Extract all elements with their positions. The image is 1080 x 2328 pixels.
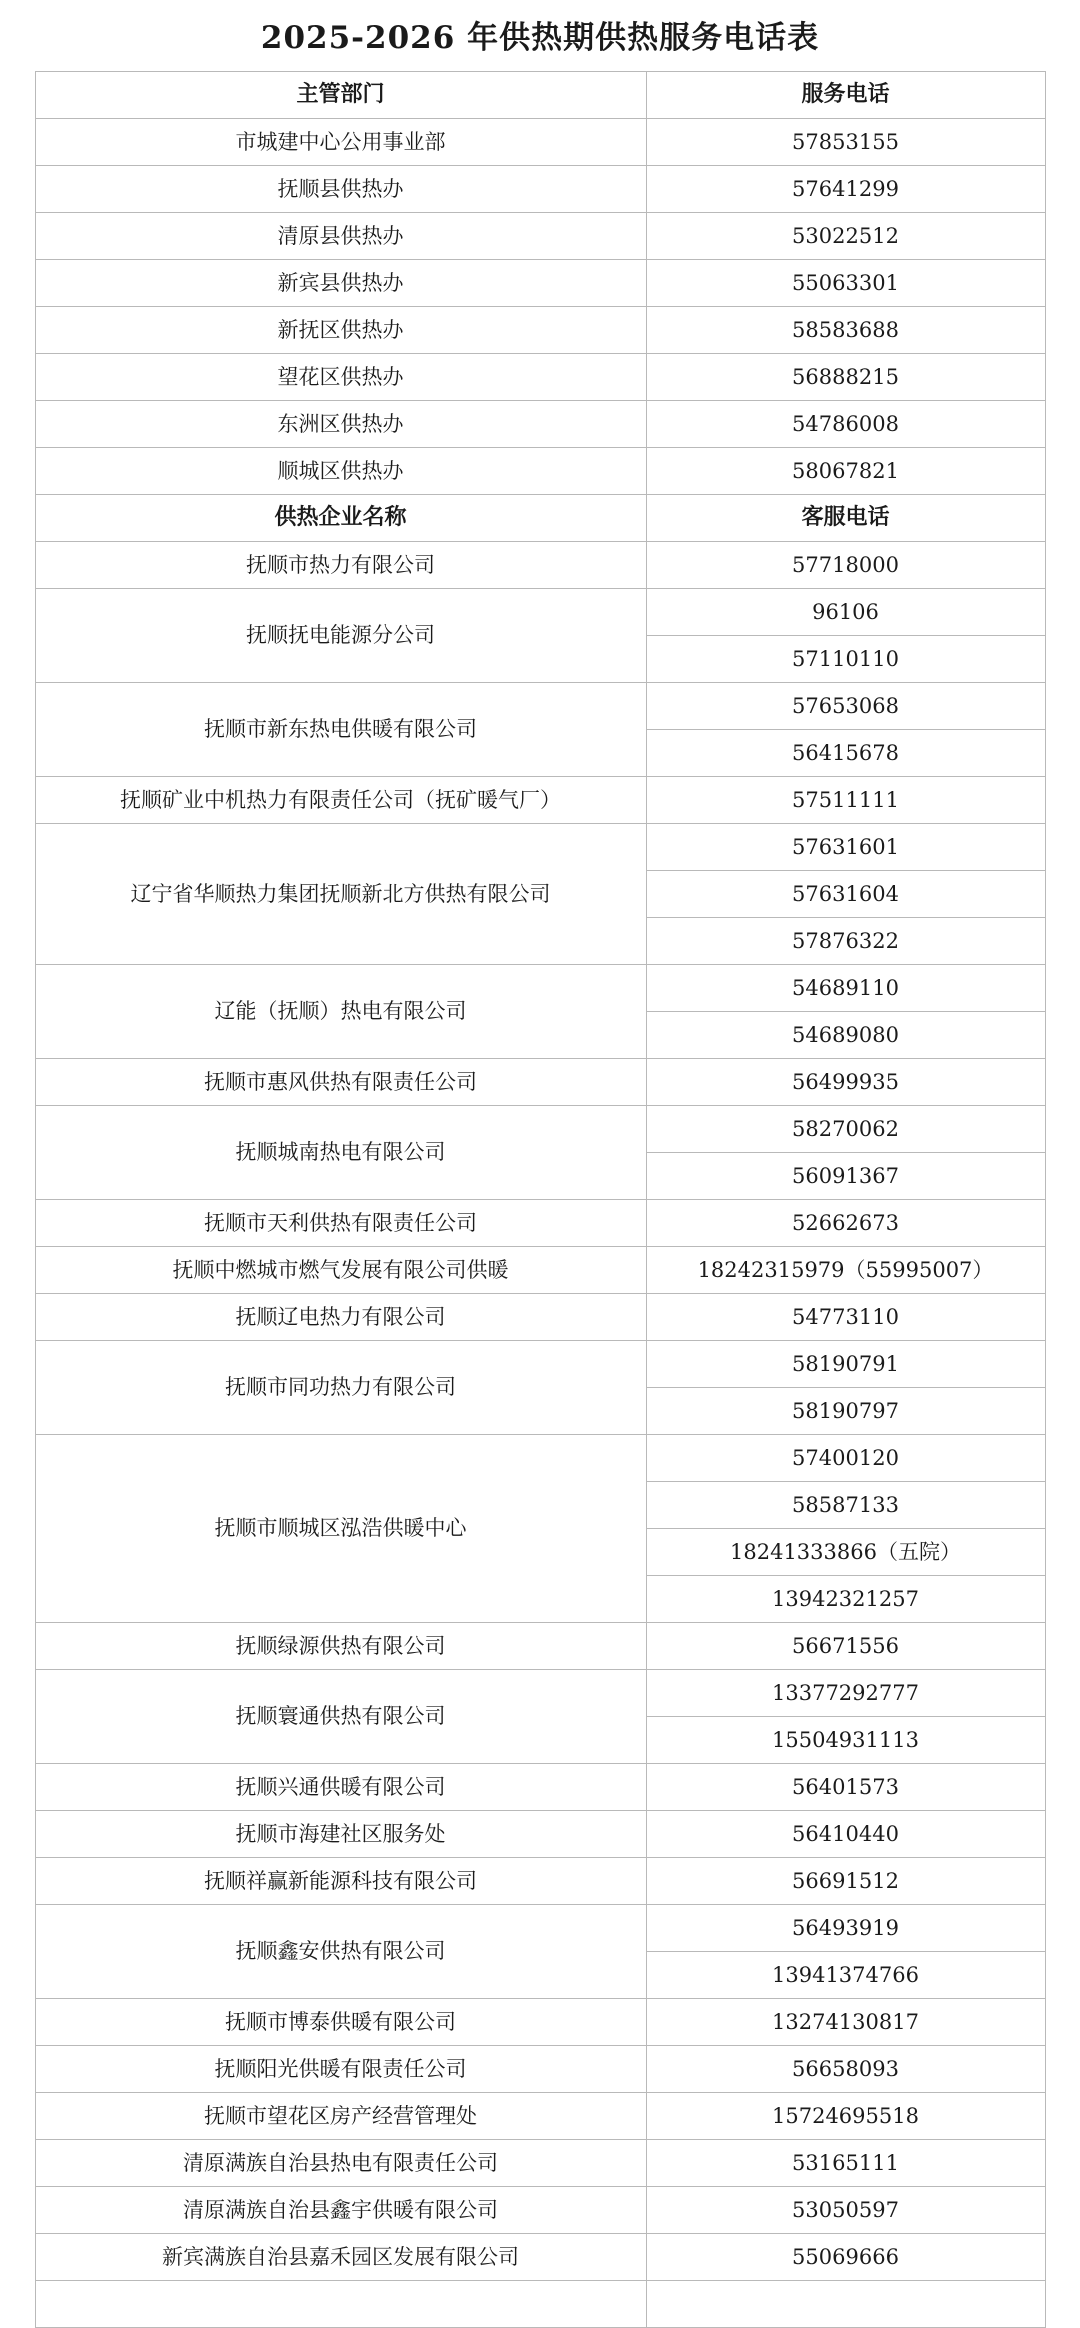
cell-phone-number: 15504931113 (646, 1717, 1045, 1764)
table-row (35, 1905, 1045, 1952)
table-row (35, 824, 1045, 871)
cell-organization-name: 新宾满族自治县嘉禾园区发展有限公司 (35, 2234, 646, 2281)
cell-phone-number: 57631604 (646, 871, 1045, 918)
cell-organization-name: 清原满族自治县鑫宇供暖有限公司 (35, 2187, 646, 2234)
table-row (35, 1341, 1045, 1388)
table-row (35, 1999, 1045, 2046)
cell-organization-name: 辽宁省华顺热力集团抚顺新北方供热有限公司 (35, 824, 646, 965)
cell-phone-number: 57653068 (646, 683, 1045, 730)
cell-phone-number: 57631601 (646, 824, 1045, 871)
cell-phone-number: 57876322 (646, 918, 1045, 965)
column-header-phone: 服务电话 (646, 72, 1045, 119)
table-row (35, 2046, 1045, 2093)
table-row (35, 401, 1045, 448)
table-row (35, 777, 1045, 824)
column-header-department: 主管部门 (35, 72, 646, 119)
table-row (35, 1764, 1045, 1811)
cell-phone-number: 13941374766 (646, 1952, 1045, 1999)
cell-phone-number: 57400120 (646, 1435, 1045, 1482)
cell-organization-name: 抚顺城南热电有限公司 (35, 1106, 646, 1200)
cell-organization-name: 清原县供热办 (35, 213, 646, 260)
cell-organization-name: 抚顺抚电能源分公司 (35, 589, 646, 683)
column-header-phone: 客服电话 (646, 495, 1045, 542)
cell-organization-name: 抚顺市热力有限公司 (35, 542, 646, 589)
table-row (35, 1670, 1045, 1717)
cell-phone-number: 58583688 (646, 307, 1045, 354)
cell-organization-name: 抚顺市海建社区服务处 (35, 1811, 646, 1858)
cell-organization-name: 抚顺阳光供暖有限责任公司 (35, 2046, 646, 2093)
table-row (35, 2187, 1045, 2234)
cell-phone-number: 57511111 (646, 777, 1045, 824)
cell-organization-name: 抚顺矿业中机热力有限责任公司（抚矿暖气厂） (35, 777, 646, 824)
table-row (35, 1435, 1045, 1482)
table-row (35, 1059, 1045, 1106)
table-header-row (35, 495, 1045, 542)
cell-organization-name: 抚顺市新东热电供暖有限公司 (35, 683, 646, 777)
cell-phone-number: 56888215 (646, 354, 1045, 401)
cell-organization-name: 抚顺辽电热力有限公司 (35, 1294, 646, 1341)
table-row (35, 213, 1045, 260)
cell-organization-name: 抚顺市博泰供暖有限公司 (35, 1999, 646, 2046)
table-row (35, 1623, 1045, 1670)
cell-phone-number: 57718000 (646, 542, 1045, 589)
column-header-department: 供热企业名称 (35, 495, 646, 542)
cell-phone-number: 58587133 (646, 1482, 1045, 1529)
cell-phone-number: 55063301 (646, 260, 1045, 307)
cell-phone-number: 58190791 (646, 1341, 1045, 1388)
table-row (35, 1247, 1045, 1294)
cell-phone-number: 13377292777 (646, 1670, 1045, 1717)
table-row (35, 1294, 1045, 1341)
heating-service-phone-table (35, 71, 1046, 2328)
cell-phone-number: 58270062 (646, 1106, 1045, 1153)
cell-phone-number: 56401573 (646, 1764, 1045, 1811)
cell-phone-number: 15724695518 (646, 2093, 1045, 2140)
cell-organization-name: 清原满族自治县热电有限责任公司 (35, 2140, 646, 2187)
cell-phone-number: 18242315979（55995007） (646, 1247, 1045, 1294)
cell-organization-name: 抚顺县供热办 (35, 166, 646, 213)
cell-phone-number: 56499935 (646, 1059, 1045, 1106)
cell-organization-name: 抚顺兴通供暖有限公司 (35, 1764, 646, 1811)
cell-phone-number: 18241333866（五院） (646, 1529, 1045, 1576)
cell-phone-number: 13942321257 (646, 1576, 1045, 1623)
table-row (35, 354, 1045, 401)
cell-phone-number: 54773110 (646, 1294, 1045, 1341)
table-row (35, 166, 1045, 213)
cell-organization-name: 抚顺市望花区房产经营管理处 (35, 2093, 646, 2140)
table-header-row (35, 72, 1045, 119)
cell-phone-number: 56691512 (646, 1858, 1045, 1905)
cell-phone-number: 54689080 (646, 1012, 1045, 1059)
table-row (35, 542, 1045, 589)
table-row (35, 119, 1045, 166)
cell-organization-name: 抚顺祥赢新能源科技有限公司 (35, 1858, 646, 1905)
cell-phone-number: 56493919 (646, 1905, 1045, 1952)
cell-organization-name: 抚顺市天利供热有限责任公司 (35, 1200, 646, 1247)
cell-empty (646, 2281, 1045, 2328)
cell-phone-number: 56091367 (646, 1153, 1045, 1200)
cell-phone-number: 56410440 (646, 1811, 1045, 1858)
cell-phone-number: 53022512 (646, 213, 1045, 260)
page-title: 2025-2026 年供热期供热服务电话表 (260, 20, 820, 56)
cell-organization-name: 抚顺寰通供热有限公司 (35, 1670, 646, 1764)
cell-phone-number: 56658093 (646, 2046, 1045, 2093)
cell-phone-number: 58067821 (646, 448, 1045, 495)
cell-phone-number: 55069666 (646, 2234, 1045, 2281)
table-row (35, 307, 1045, 354)
table-row (35, 1811, 1045, 1858)
cell-empty (35, 2281, 646, 2328)
cell-organization-name: 抚顺鑫安供热有限公司 (35, 1905, 646, 1999)
cell-phone-number: 58190797 (646, 1388, 1045, 1435)
table-row (35, 2093, 1045, 2140)
cell-phone-number: 57641299 (646, 166, 1045, 213)
cell-organization-name: 望花区供热办 (35, 354, 646, 401)
cell-phone-number: 56671556 (646, 1623, 1045, 1670)
table-row (35, 1106, 1045, 1153)
table-row (35, 448, 1045, 495)
cell-phone-number: 57110110 (646, 636, 1045, 683)
cell-phone-number: 53165111 (646, 2140, 1045, 2187)
cell-organization-name: 抚顺市同功热力有限公司 (35, 1341, 646, 1435)
cell-phone-number: 54786008 (646, 401, 1045, 448)
cell-phone-number: 56415678 (646, 730, 1045, 777)
table-row (35, 965, 1045, 1012)
table-row (35, 2140, 1045, 2187)
cell-organization-name: 抚顺绿源供热有限公司 (35, 1623, 646, 1670)
cell-phone-number: 52662673 (646, 1200, 1045, 1247)
cell-organization-name: 抚顺市顺城区泓浩供暖中心 (35, 1435, 646, 1623)
table-trailing-row (35, 2281, 1045, 2328)
table-row (35, 1858, 1045, 1905)
cell-organization-name: 新抚区供热办 (35, 307, 646, 354)
table-row (35, 2234, 1045, 2281)
table-row (35, 260, 1045, 307)
cell-organization-name: 抚顺市惠风供热有限责任公司 (35, 1059, 646, 1106)
table-row (35, 589, 1045, 636)
cell-phone-number: 57853155 (646, 119, 1045, 166)
cell-phone-number: 54689110 (646, 965, 1045, 1012)
cell-organization-name: 抚顺中燃城市燃气发展有限公司供暖 (35, 1247, 646, 1294)
table-row (35, 1200, 1045, 1247)
cell-organization-name: 辽能（抚顺）热电有限公司 (35, 965, 646, 1059)
cell-organization-name: 东洲区供热办 (35, 401, 646, 448)
cell-phone-number: 96106 (646, 589, 1045, 636)
table-body (35, 72, 1045, 2328)
table-row (35, 683, 1045, 730)
cell-organization-name: 市城建中心公用事业部 (35, 119, 646, 166)
cell-organization-name: 顺城区供热办 (35, 448, 646, 495)
cell-organization-name: 新宾县供热办 (35, 260, 646, 307)
cell-phone-number: 53050597 (646, 2187, 1045, 2234)
cell-phone-number: 13274130817 (646, 1999, 1045, 2046)
